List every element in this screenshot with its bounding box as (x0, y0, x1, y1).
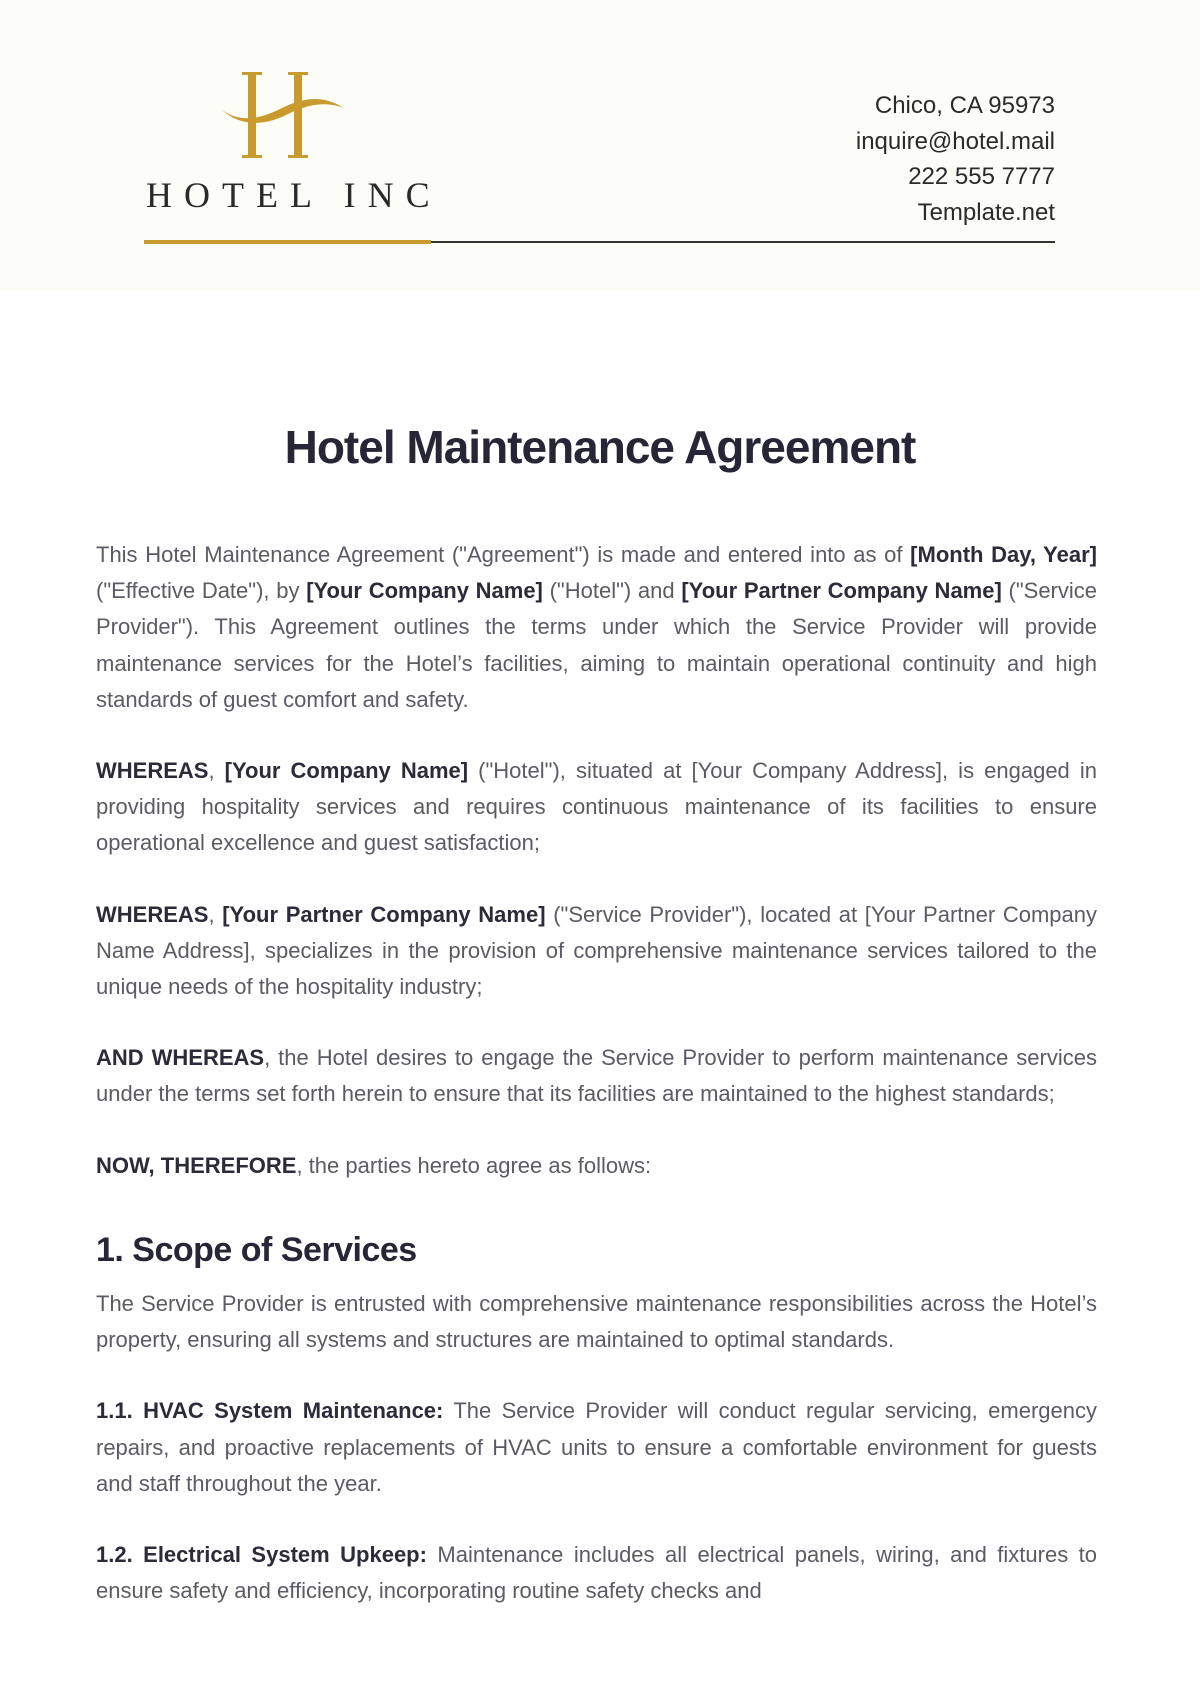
text: , (208, 901, 223, 927)
clause-1-1 (96, 1393, 1097, 1502)
phone: 222 555 7777 (908, 163, 1055, 190)
brand-name: HOTEL INC (146, 175, 442, 215)
website: Template.net (917, 198, 1055, 226)
header-divider-accent (144, 240, 431, 244)
section-intro: The Service Provider is entrusted with comprehensive maintenance responsibilities across the Hotel’s property, ensuring all systems and structures are maintained to optimal standards. (96, 1291, 1097, 1353)
intro-paragraph (96, 537, 1097, 718)
whereas-paragraph-2 (96, 897, 1097, 1006)
text: ("Service Provider"), located at [Your Partner Company Name Address], specializes in the provision of comprehensive maintenance services tailored to the unique needs of the hospitality industry; (96, 901, 1097, 1000)
clause-label: 1.1. HVAC System Maintenance: (96, 1398, 444, 1424)
text: , (208, 758, 225, 784)
h-monogram-icon (222, 72, 346, 158)
partner-placeholder: [Your Partner Company Name] (681, 578, 1002, 604)
company-placeholder: [Your Company Name] (306, 578, 543, 604)
clause-text: The Service Provider will conduct regular servicing, emergency repairs, and proactive replacements of HVAC units to ensure a comfortable environment for guests and staff throughout the year. (96, 1398, 1097, 1496)
clause-label: 1.2. Electrical System Upkeep: (96, 1542, 427, 1568)
email: inquire@hotel.mail (855, 127, 1055, 155)
text: ("Effective Date"), by (96, 578, 307, 604)
text: This Hotel Maintenance Agreement ("Agreement") is made and entered into as of (96, 542, 911, 567)
section-heading: 1. Scope of Services (96, 1230, 417, 1269)
text: , the parties hereto agree as follows: (296, 1152, 652, 1178)
keyword: NOW, THEREFORE (96, 1152, 297, 1178)
text: ("Hotel"), situated at [Your Company Address], is engaged in providing hospitality services and requires continuous maintenance of its facilities to ensure operational excellence and guest satisfaction; (96, 758, 1097, 856)
whereas-paragraph-1 (96, 753, 1097, 862)
address: Chico, CA 95973 (874, 92, 1055, 119)
therefore-paragraph (96, 1148, 1097, 1184)
keyword: AND WHEREAS (96, 1045, 265, 1071)
document-body (96, 537, 1097, 1644)
date-placeholder: [Month Day, Year] (910, 542, 1098, 567)
whereas-paragraph-3 (96, 1040, 1097, 1112)
keyword: WHEREAS (96, 758, 209, 784)
clause-text: Maintenance includes all electrical panels, wiring, and fixtures to ensure safety and efficiency, incorporating routine safety checks and (96, 1542, 1097, 1604)
company-placeholder: [Your Company Name] (224, 758, 469, 784)
clause-1-2 (96, 1537, 1097, 1609)
partner-placeholder: [Your Partner Company Name] (222, 901, 546, 927)
text: ("Service Provider"). This Agreement outlines the terms under which the Service Provider will provide maintenance services for the Hotel’s facilities, aiming to maintain operational continuity and high standards of guest comfort and safety. (96, 578, 1097, 712)
keyword: WHEREAS (96, 901, 209, 927)
contact-info (856, 88, 1055, 230)
text: , the Hotel desires to engage the Service Provider to perform maintenance services under the terms set forth herein to ensure that its facilities are maintained to the highest standards; (96, 1045, 1097, 1107)
text: ("Hotel") and (542, 578, 682, 604)
document-title: Hotel Maintenance Agreement (284, 421, 916, 473)
letterhead (0, 0, 1200, 290)
